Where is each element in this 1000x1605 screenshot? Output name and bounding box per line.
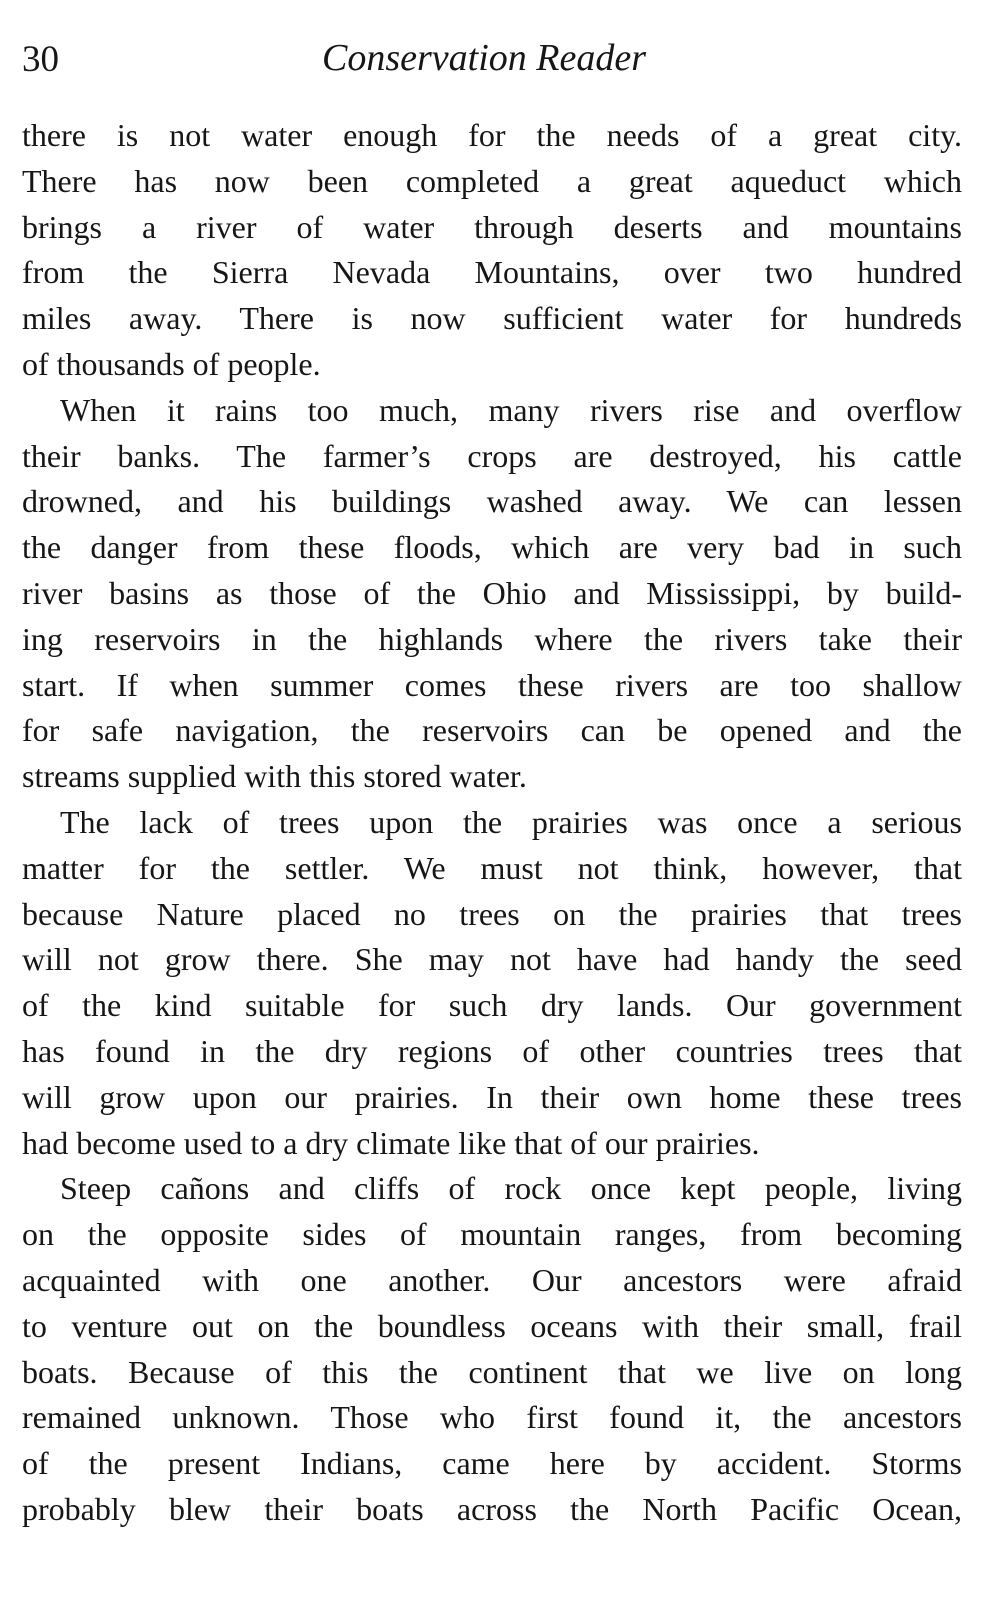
text-line: will grow upon our prairies. In their own home these trees [22, 1078, 962, 1115]
text-line: because Nature placed no trees on the prairies that trees [22, 895, 962, 932]
text-line: brings a river of water through deserts and mountains [22, 208, 962, 245]
page-number: 30 [22, 39, 59, 80]
text-line: ing reservoirs in the highlands where the rivers take their [22, 620, 962, 657]
text-line: remained unknown. Those who first found it, the ancestors [22, 1399, 962, 1436]
text-line: the danger from these floods, which are very bad in such [22, 529, 962, 566]
text-line: their banks. The farmer’s crops are destroyed, his cattle [22, 437, 962, 474]
text-line: to venture out on the boundless oceans with their small, frail [22, 1307, 962, 1344]
text-line: matter for the settler. We must not think, however, that [22, 849, 962, 886]
text-line: boats. Because of this the continent that we live on long [22, 1353, 962, 1390]
text-line: The lack of trees upon the prairies was once a serious [60, 803, 962, 840]
text-line: drowned, and his buildings washed away. We can lessen [22, 483, 962, 520]
text-line: streams supplied with this stored water. [22, 758, 527, 795]
text-line: had become used to a dry climate like that of our prairies. [22, 1124, 760, 1161]
text-line: Steep cañons and cliffs of rock once kept people, living [60, 1170, 962, 1207]
paragraph-floods [22, 388, 962, 800]
text-line: There has now been completed a great aqueduct which [22, 162, 962, 199]
text-line: probably blew their boats across the North Pacific Ocean, [22, 1490, 962, 1527]
text-line: of thousands of people. [22, 345, 321, 382]
text-line: river basins as those of the Ohio and Mississippi, by build- [22, 574, 962, 611]
text-line: has found in the dry regions of other countries trees that [22, 1032, 962, 1069]
running-title: Conservation Reader [322, 37, 647, 79]
body-text [22, 113, 962, 1533]
page-header [22, 36, 962, 86]
text-line: acquainted with one another. Our ancestors were afraid [22, 1261, 962, 1298]
paragraph-aqueduct [22, 113, 962, 388]
text-line: start. If when summer comes these rivers are too shallow [22, 666, 962, 703]
text-line: of the present Indians, came here by accident. Storms [22, 1445, 962, 1482]
book-page [22, 0, 962, 1605]
text-line: on the opposite sides of mountain ranges, from becoming [22, 1216, 962, 1253]
text-line: of the kind suitable for such dry lands. Our government [22, 987, 962, 1024]
text-line: from the Sierra Nevada Mountains, over two hundred [22, 254, 962, 291]
text-line: there is not water enough for the needs of a great city. [22, 117, 962, 153]
paragraph-canons [22, 1166, 962, 1532]
text-line: will not grow there. She may not have had handy the seed [22, 941, 962, 978]
text-line: When it rains too much, many rivers rise and overflow [60, 391, 962, 428]
text-line: miles away. There is now sufficient water for hundreds [22, 300, 962, 337]
text-line: for safe navigation, the reservoirs can be opened and the [22, 712, 962, 749]
paragraph-prairie-trees [22, 800, 962, 1166]
